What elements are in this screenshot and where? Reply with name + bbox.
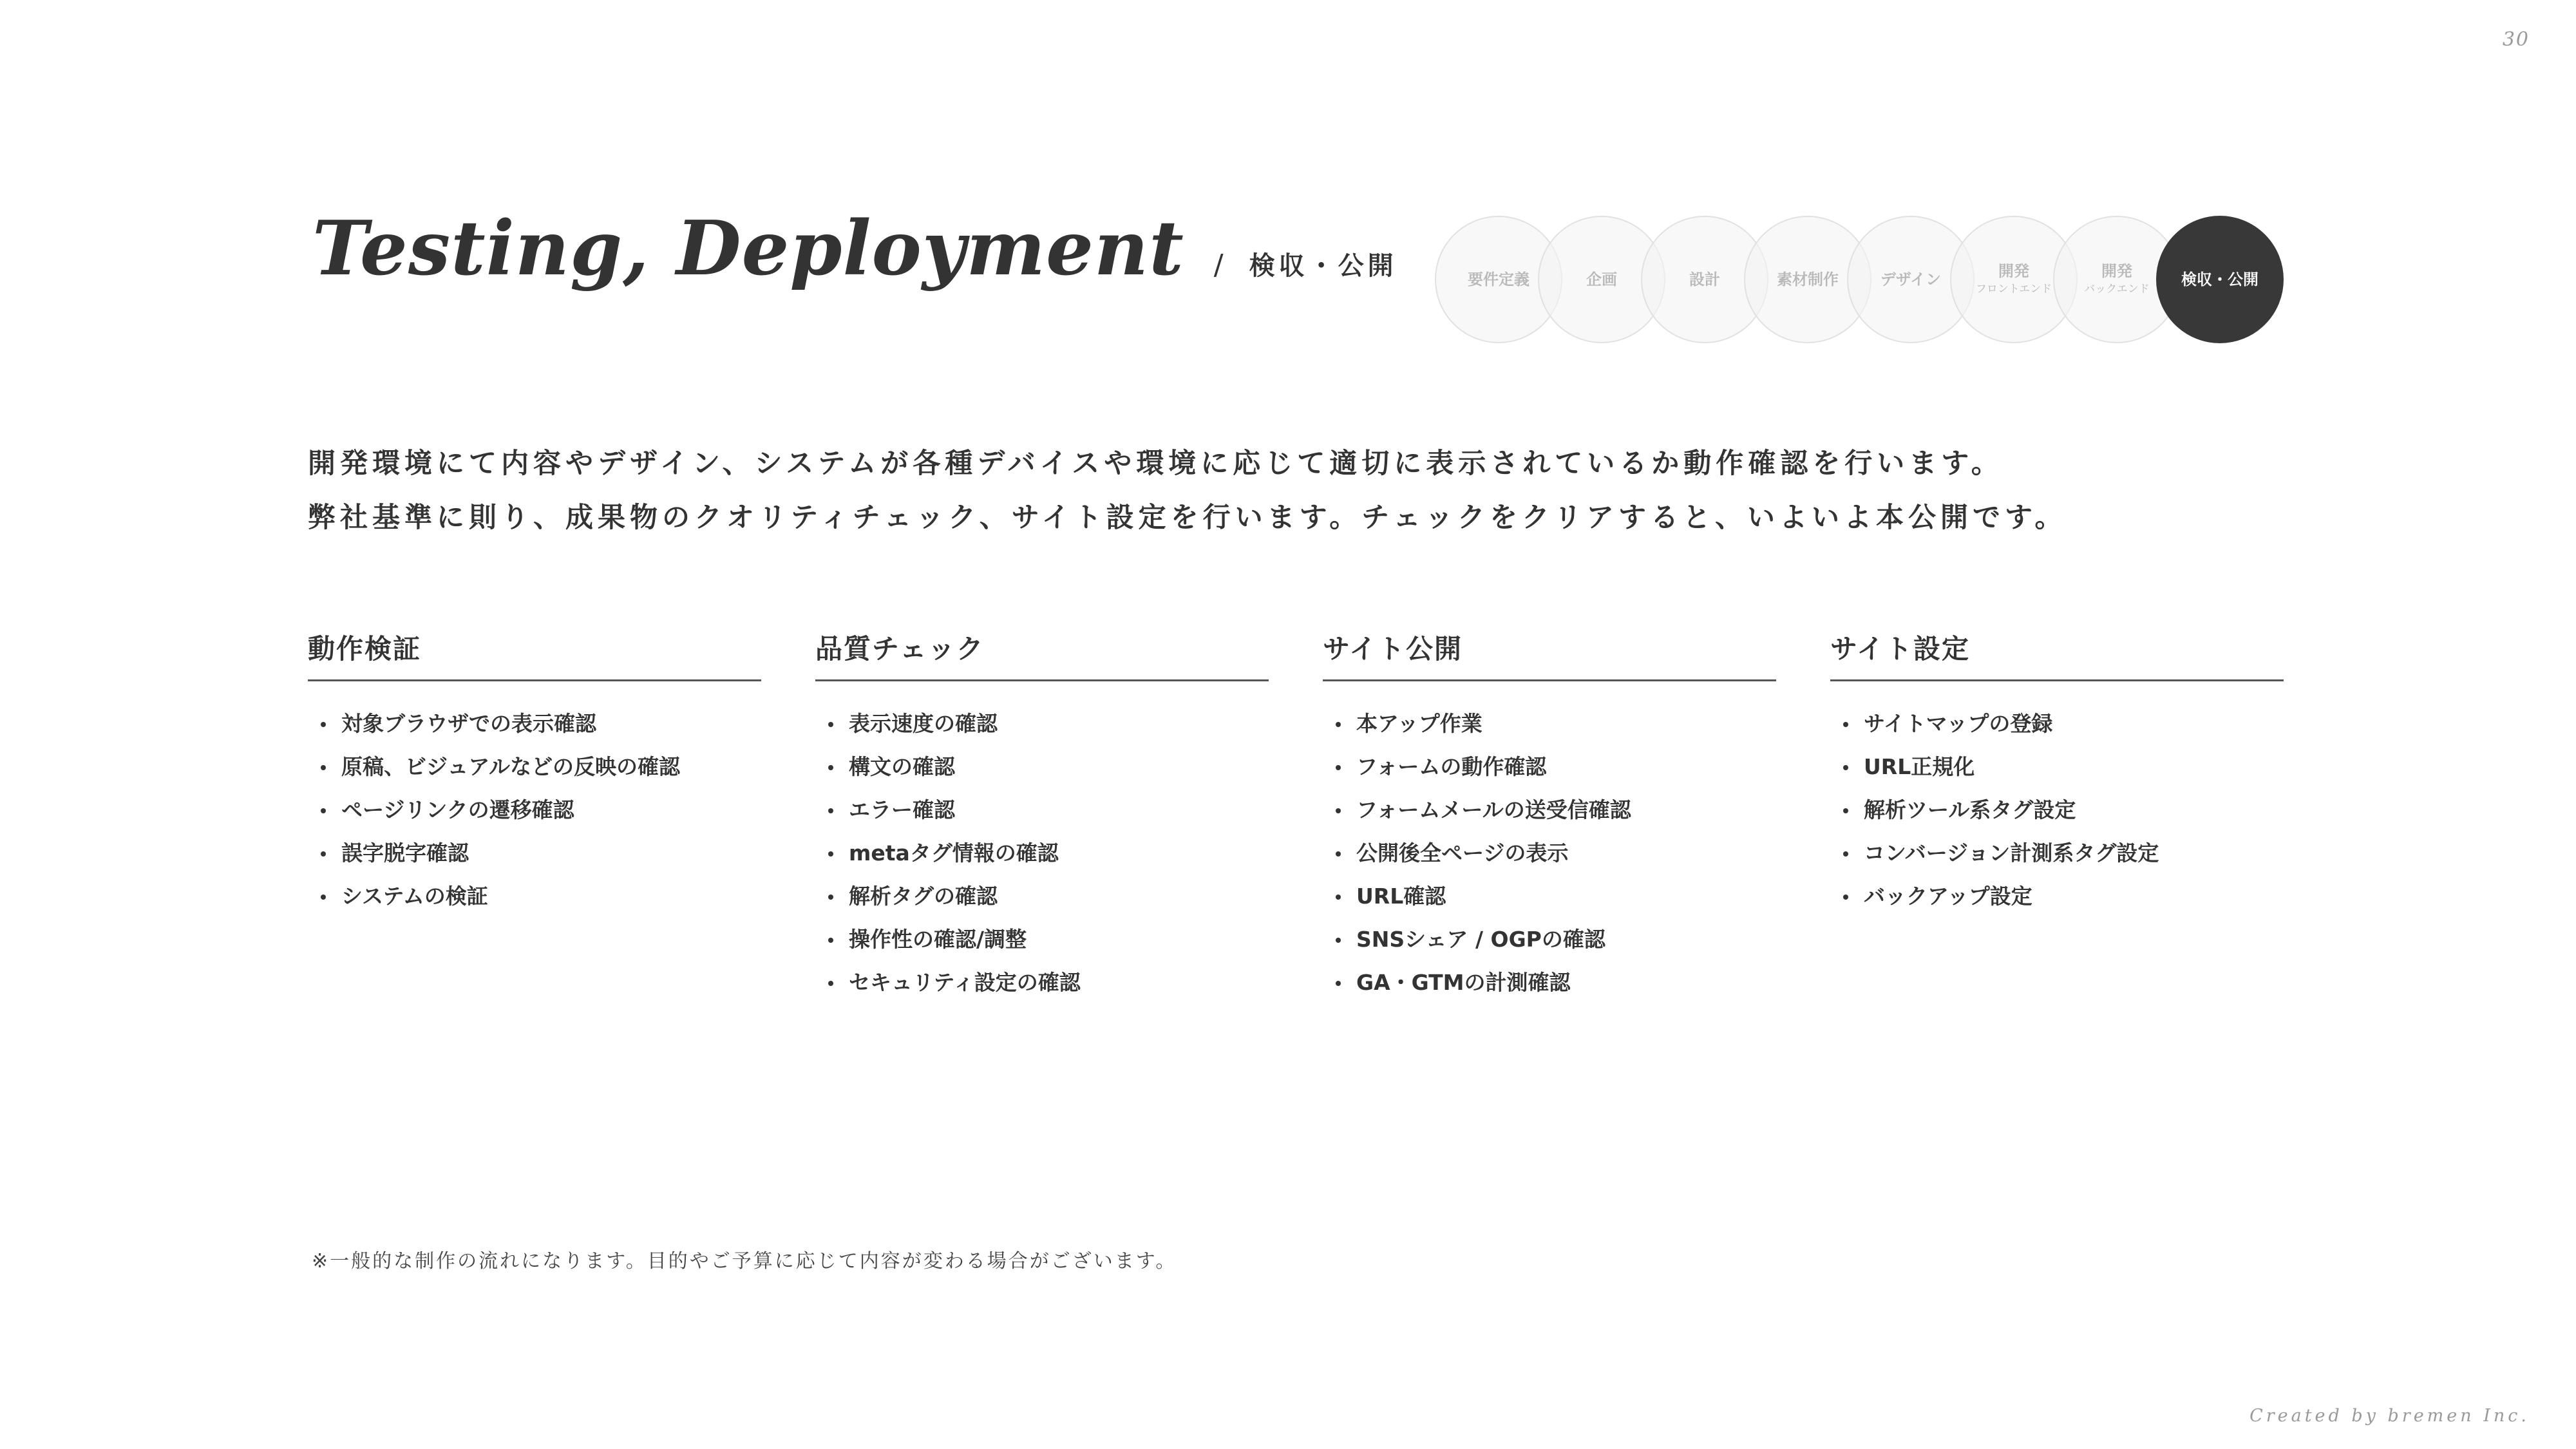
column-title: サイト公開 [1323,628,1776,681]
page-subtitle: 検収・公開 [1249,251,1397,281]
list-item: 対象ブラウザでの表示確認 [308,702,761,745]
task-list [815,702,1269,1004]
list-item: サイトマップの登録 [1830,702,2284,745]
footnote: ※一般的な制作の流れになります。目的やご予算に応じて内容が変わる場合がございます。 [312,1250,1177,1273]
list-item: URL正規化 [1830,745,2284,788]
list-item: フォームの動作確認 [1323,745,1776,788]
column-title: 動作検証 [308,628,761,681]
list-item: 原稿、ビジュアルなどの反映の確認 [308,745,761,788]
intro-line: 弊社基準に則り、成果物のクオリティチェック、サイト設定を行います。チェックをクリアすると、いよいよ本公開です。 [308,502,2067,534]
step-label: 開発 [2101,262,2132,281]
list-item: コンバージョン計測系タグ設定 [1830,831,2284,875]
list-item: GA・GTMの計測確認 [1323,961,1776,1004]
task-list [1323,702,1776,1004]
title-separator: / [1213,249,1224,281]
column-site-launch [1323,628,1776,1004]
column-site-settings [1830,628,2284,918]
list-item: セキュリティ設定の確認 [815,961,1269,1004]
list-item: URL確認 [1323,875,1776,918]
column-quality-check [815,628,1269,1004]
step-label: 素材制作 [1777,270,1839,289]
step-testing-deployment [2156,216,2284,343]
page-title: Testing, Deployment [312,205,1184,292]
column-title: サイト設定 [1830,628,2284,681]
task-list [308,702,761,918]
list-item: 構文の確認 [815,745,1269,788]
list-item: フォームメールの送受信確認 [1323,788,1776,831]
step-label: 設計 [1689,270,1720,289]
list-item: ページリンクの遷移確認 [308,788,761,831]
step-sublabel: バックエンド [2084,283,2150,296]
list-item: バックアップ設定 [1830,875,2284,918]
list-item: 操作性の確認/調整 [815,918,1269,961]
list-item: システムの検証 [308,875,761,918]
task-list [1830,702,2284,918]
step-label: 検収・公開 [2181,270,2259,289]
step-label: デザイン [1880,270,1942,289]
step-label: 開発 [1998,262,2029,281]
list-item: 公開後全ページの表示 [1323,831,1776,875]
step-label: 企画 [1586,270,1617,289]
column-title: 品質チェック [815,628,1269,681]
credit-text: Created by bremen Inc. [2249,1406,2530,1426]
list-item: 解析ツール系タグ設定 [1830,788,2284,831]
list-item: 誤字脱字確認 [308,831,761,875]
list-item: 本アップ作業 [1323,702,1776,745]
list-item: 解析タグの確認 [815,875,1269,918]
list-item: metaタグ情報の確認 [815,831,1269,875]
list-item: エラー確認 [815,788,1269,831]
page-number: 30 [2502,28,2530,51]
intro-text [308,437,2067,545]
process-steps [1435,216,2285,346]
page-heading [312,205,1397,292]
list-item: 表示速度の確認 [815,702,1269,745]
column-operation-check [308,628,761,918]
step-sublabel: フロントエンド [1975,283,2052,296]
step-label: 要件定義 [1468,270,1530,289]
list-item: SNSシェア / OGPの確認 [1323,918,1776,961]
intro-line: 開発環境にて内容やデザイン、システムが各種デバイスや環境に応じて適切に表示されているか動作確認を行います。 [308,448,2003,480]
